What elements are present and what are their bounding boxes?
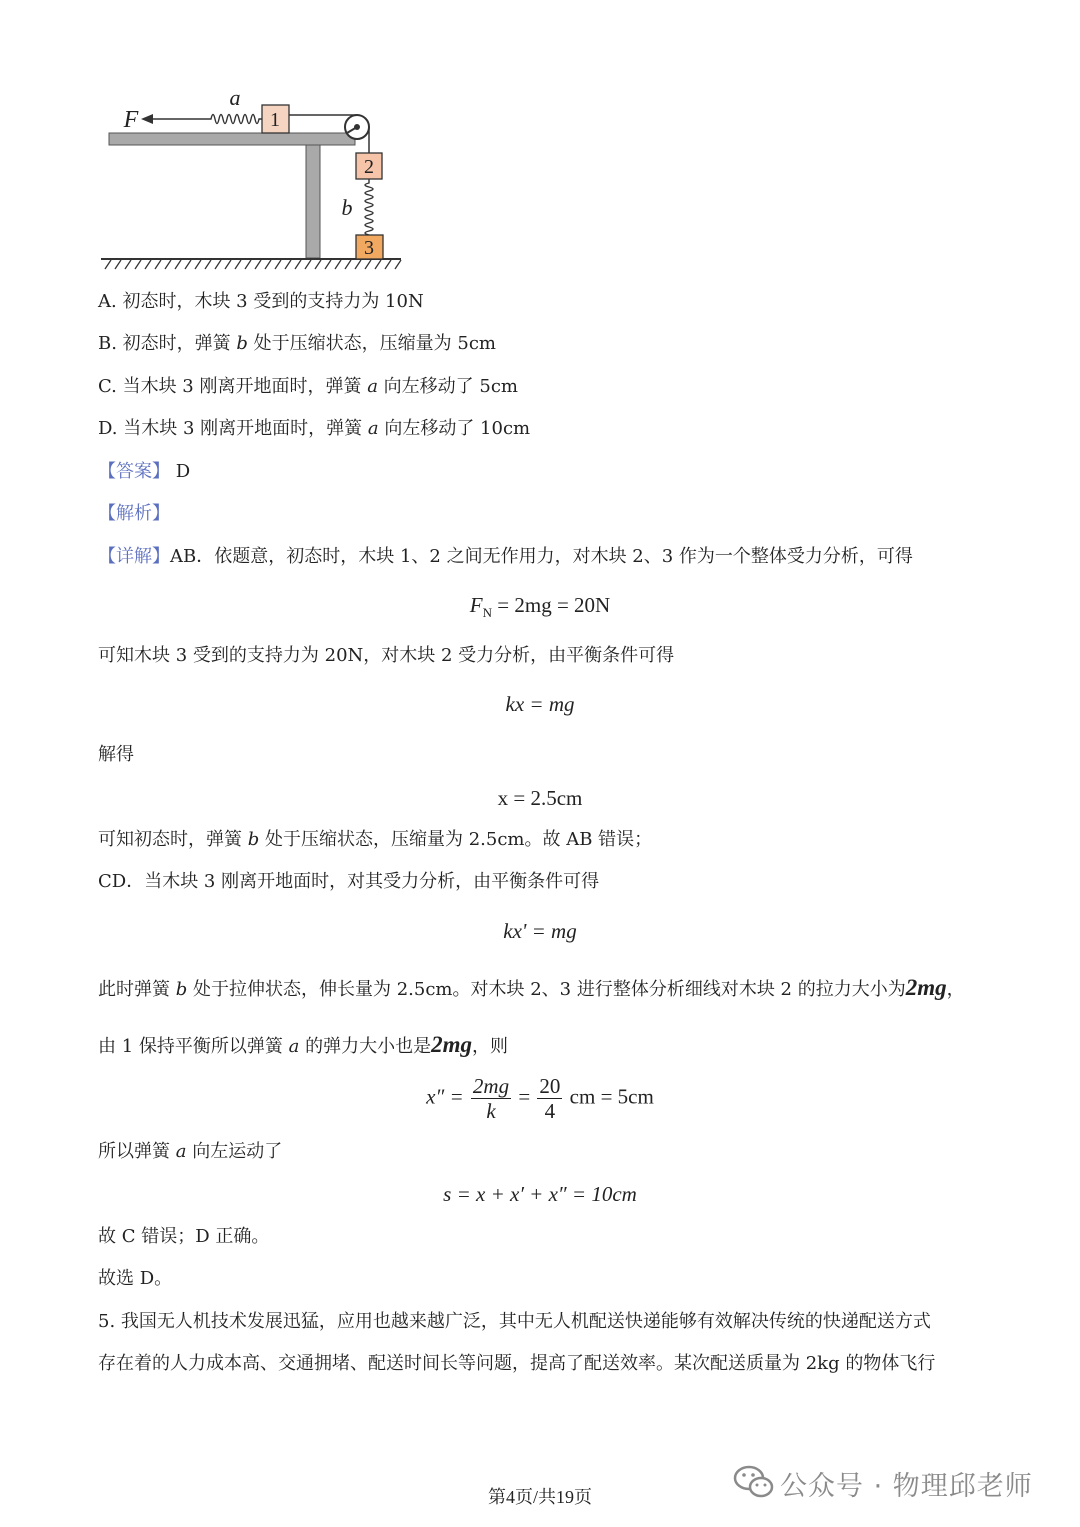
- table-leg: [306, 145, 320, 258]
- spring-a: [207, 115, 262, 124]
- block-1-label: 1: [270, 109, 280, 131]
- detail-p3: 解得: [98, 744, 134, 765]
- detail-p10: 故选 D。: [98, 1268, 173, 1289]
- equation-4: kx' = mg: [503, 919, 577, 943]
- detail-p7: 由 1 保持平衡所以弹簧 a 的弹力大小也是2mg，则: [98, 1032, 508, 1057]
- answer-tag: 【答案】: [98, 461, 170, 482]
- option-b: B. 初态时，弹簧 b 处于压缩状态，压缩量为 5cm: [98, 333, 496, 354]
- spring-a-label: a: [229, 85, 241, 110]
- answer-value: D: [175, 461, 191, 482]
- force-arrowhead: [141, 114, 153, 124]
- block-2-label: 2: [364, 156, 374, 178]
- question-5-line-2: 存在着的人力成本高、交通拥堵、配送时间长等问题，提高了配送效率。某次配送质量为 2kg 的物体飞行: [98, 1353, 936, 1374]
- detail-p8: 所以弹簧 a 向左运动了: [98, 1141, 283, 1162]
- fraction-20-over-4: $\frac{20}{4}$: [539, 1074, 561, 1123]
- page-footer: 第4页/共19页: [487, 1487, 592, 1507]
- detail-p2: 可知木块 3 受到的支持力为 20N，对木块 2 受力分析，由平衡条件可得: [98, 645, 675, 666]
- answer-line: [98, 461, 190, 483]
- option-d: D. 当木块 3 刚离开地面时，弹簧 a 向左移动了 10cm: [98, 418, 531, 439]
- detail-p1: 【详解】AB．依题意，初态时，木块 1、2 之间无作用力，对木块 2、3 作为一个整体受力分析，可得: [98, 546, 913, 567]
- fraction-2mg-over-k: $\frac{2mg}{k}$: [472, 1074, 510, 1123]
- watermark-text: 公众号 · 物理邱老师: [780, 1471, 1033, 1502]
- option-a: A. 初态时，木块 3 受到的支持力为 10N: [98, 291, 424, 312]
- equation-2: kx = mg: [505, 692, 575, 716]
- watermark: [732, 1458, 1072, 1508]
- block-3-label: 3: [364, 237, 374, 259]
- detail-p4: 可知初态时，弹簧 b 处于压缩状态，压缩量为 2.5cm。故 AB 错误；: [98, 829, 653, 850]
- equation-5: x″ = $\frac{2mg}{k}$ = $\frac{20}{4}$ cm = 5cm: [426, 1074, 654, 1123]
- equation-3: x = 2.5cm: [497, 786, 583, 810]
- spring-b: [365, 179, 373, 239]
- option-c: C. 当木块 3 刚离开地面时，弹簧 a 向左移动了 5cm: [98, 376, 518, 397]
- equation-6: s = x + x′ + x″ = 10cm: [443, 1182, 637, 1206]
- equation-1: $F_N = 2mg = 20N$: [469, 593, 611, 621]
- wechat-icon: [732, 1462, 776, 1502]
- detail-p5: CD．当木块 3 刚离开地面时，对其受力分析，由平衡条件可得: [98, 871, 600, 892]
- physics-figure: [95, 85, 415, 275]
- question-5-line-1: 5. 我国无人机技术发展迅猛，应用也越来越广泛，其中无人机配送快递能够有效解决传统的快递配送方式: [98, 1311, 931, 1332]
- table-top: [109, 133, 355, 145]
- ground-hatch: [105, 260, 401, 269]
- force-label: F: [123, 107, 139, 133]
- detail-p6: 此时弹簧 b 处于拉伸状态，伸长量为 2.5cm。对木块 2、3 进行整体分析细线对木块 2 的拉力大小为2mg，: [98, 975, 965, 1000]
- detail-tag: 【详解】: [98, 546, 170, 567]
- spring-b-label: b: [341, 195, 353, 220]
- analysis-tag: 【解析】: [98, 503, 170, 524]
- detail-p9: 故 C 错误；D 正确。: [98, 1226, 270, 1247]
